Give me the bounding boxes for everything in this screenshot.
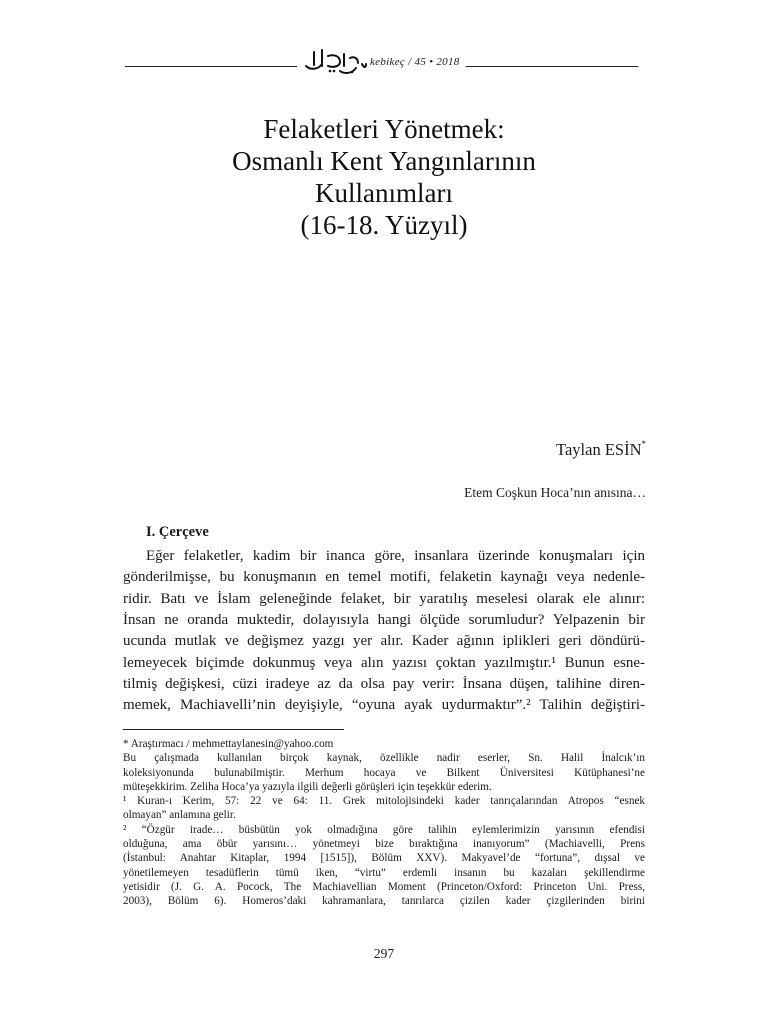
- body-line: tilmiş değişkesi, cüzi iradeye az da olsa pay verir: İnsana düşen, talihine diren-: [123, 676, 645, 693]
- footnote-line: olmayan” anlamına gelir.: [123, 809, 236, 822]
- title-line: Felaketleri Yönetmek:: [263, 114, 505, 144]
- title-line: Osmanlı Kent Yangınlarının: [232, 146, 536, 176]
- section-heading: I. Çerçeve: [146, 524, 209, 540]
- page-number: 297: [373, 946, 395, 961]
- dedication: Etem Coşkun Hoca’nın anısına…: [464, 485, 646, 500]
- body-line: lemeyecek biçimde dokunmuş veya alın yazısı çoktan yazılmıştır.¹ Bunun esne-: [123, 654, 645, 671]
- footnote-line: koleksiyonunda bulunabilmiştir. Merhum hocaya ve Bilkent Üniversitesi Kütüphanesi’ne: [123, 766, 645, 779]
- footnote-line: Bu çalışmada kullanılan birçok kaynak, özellikle nadir eserler, Sn. Halil İnalcık’ın: [123, 752, 645, 765]
- title-line: (16-18. Yüzyıl): [300, 210, 468, 240]
- header-rule-left: [125, 66, 297, 67]
- footnote-line: 2003), Bölüm 6). Homeros’daki kahramanlara, tanrılarca çizilen kader çizgilerinden birini: [123, 895, 645, 908]
- journal-logo: [300, 44, 370, 78]
- footnote-line: müteşekkirim. Zeliha Hoca’ya yazıyla ilgili değerli görüşleri için teşekkür ederim.: [123, 780, 492, 793]
- footnote-line: ¹ Kuran-ı Kerim, 57: 22 ve 64: 11. Grek mitolojisindeki kader tanrıçalarından Atropos “esnek: [123, 795, 645, 808]
- footnote-line: yönetilemeyen tesadüflerin tümü iken, “virtu” erdemli insanın bu kazaları şekillendirme: [123, 866, 645, 879]
- author-footnote-mark: *: [641, 438, 646, 449]
- body-line: Eğer felaketler, kadim bir inanca göre, insanlara üzerinde konuşmaları için: [146, 548, 645, 564]
- author-name: Taylan ESİN: [556, 440, 642, 459]
- body-text: [123, 546, 645, 717]
- footnote-separator: [123, 729, 344, 730]
- article-title: [120, 113, 648, 241]
- footnote-line: (İstanbul: Anahtar Kitaplar, 1994 [1515]), Bölüm XXV). Makyavel’de “fortuna”, dışsal ve: [123, 852, 645, 865]
- body-line: gönderilmişse, bu konuşmanın en temel motifi, felaketin kaynağı veya nedenle-: [123, 569, 645, 586]
- footnote-line: * Araştırmacı / mehmettaylanesin@yahoo.com: [123, 738, 334, 750]
- body-line: memek, Machiavelli’nin deyişiyle, “oyuna ayak uydurmaktır”.² Talihin değiştiri-: [123, 697, 645, 714]
- footnotes: [123, 737, 645, 909]
- footnote-line: ² “Özgür irade… büsbütün yok olmadığına göre talihin eylemlerimizin yarısının efendisi: [123, 823, 645, 836]
- journal-info: kebikeç / 45 • 2018: [370, 56, 460, 68]
- author: [556, 440, 646, 460]
- title-line: Kullanımları: [315, 178, 453, 208]
- body-line: ucunda mutlak ve değişmez yazgı yer alır. Kader ağının iplikleri geri döndürü-: [123, 633, 645, 650]
- header-rule-right: [466, 66, 638, 67]
- footnote-line: yetisidir (J. G. A. Pocock, The Machiavellian Moment (Princeton/Oxford: Princeton Uni. Press,: [123, 880, 645, 893]
- footnote-line: olduğuna, ama öbür yarısını… yönetmeyi bize bıraktığına inanıyorum” (Machiavelli, Prens: [123, 838, 645, 851]
- body-line: İnsan ne oranda muktedir, dolayısıyla hangi ölçüde sorumludur? Yelpazenin bir: [123, 612, 645, 629]
- body-line: ridir. Batı ve İslam geleneğinde felaket, bir yaratılış meselesi olarak ele alınır:: [123, 590, 645, 607]
